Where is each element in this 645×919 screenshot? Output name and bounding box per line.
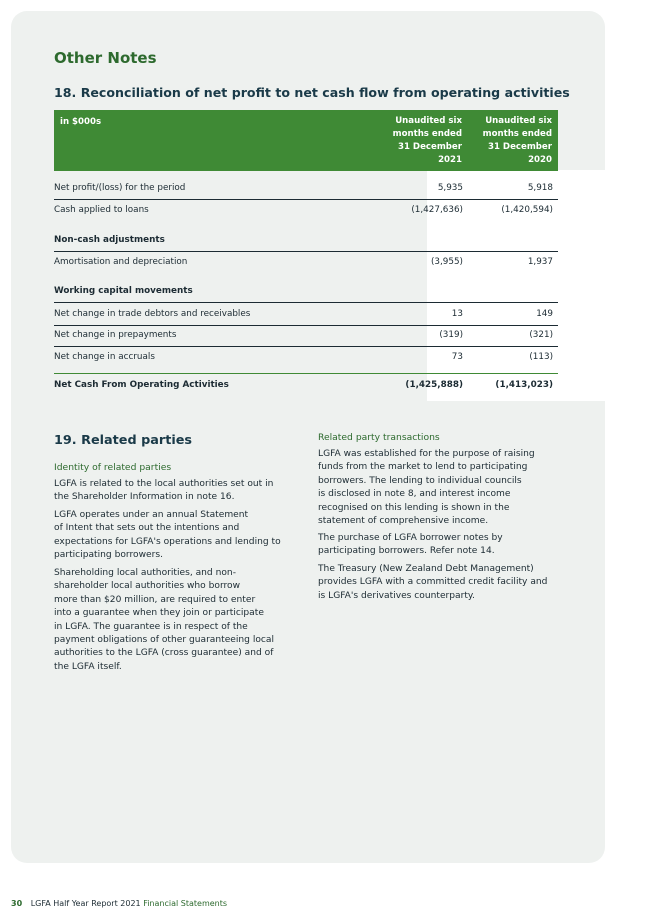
identity-paragraph-3: Shareholding local authorities, and non- shareholder local authorities who borrow more than $20 million, are required to enter into a guarantee when they join or participate in LGFA. The guarantee is in respect of the payment obligations of other guaranteeing local authorities to the LGFA (cross guarantee) and of the LGFA itself.: [54, 568, 275, 672]
row-value-2020: 5,918: [527, 183, 553, 193]
table-row: [54, 177, 558, 200]
transactions-paragraph-3: The Treasury (New Zealand Debt Management) provides LGFA with a committed credit facility and is LGFA's derivatives counterparty.: [318, 564, 548, 601]
page-number: 30: [11, 899, 23, 908]
row-label: Non-cash adjustments: [54, 235, 165, 245]
table-row: [54, 280, 558, 303]
header-2020: Unaudited six months ended 31 December 2020: [482, 116, 552, 165]
transactions-paragraph-1: LGFA was established for the purpose of raising funds from the market to lend to participating borrowers. The lending to individual councils is disclosed in note 8, and interest income recognised on this lending is shown in the statement of comprehensive income.: [318, 449, 535, 527]
section-name: Financial Statements: [143, 899, 228, 908]
row-value-2020: (321): [529, 330, 553, 340]
row-value-2020: 1,937: [527, 257, 553, 267]
row-value-2021: 5,935: [437, 183, 463, 193]
row-value-2021: (3,955): [430, 257, 463, 267]
row-label: Net profit/(loss) for the period: [54, 183, 186, 193]
table-header: [54, 110, 558, 171]
row-label: Net change in prepayments: [54, 330, 177, 340]
identity-paragraph-1: LGFA is related to the local authorities set out in the Shareholder Information in note 16.: [54, 479, 274, 503]
row-value-2020: (1,420,594): [501, 205, 553, 215]
row-value-2021: (1,427,636): [411, 205, 463, 215]
identity-paragraph-2: LGFA operates under an annual Statement of Intent that sets out the intentions and expectations for LGFA's operations and lending to participating borrowers.: [54, 510, 281, 561]
row-value-2021: (319): [439, 330, 463, 340]
total-value-2020: (1,413,023): [495, 380, 553, 390]
table-row: [54, 229, 558, 252]
table-row: [54, 303, 558, 326]
row-label: Amortisation and depreciation: [54, 257, 188, 267]
header-2021: Unaudited six months ended 31 December 2021: [392, 116, 462, 165]
row-value-2021: 13: [451, 309, 463, 319]
row-label: Cash applied to loans: [54, 205, 149, 215]
section-title: Other Notes: [54, 49, 157, 67]
total-row: [54, 373, 558, 396]
table-row: [54, 251, 558, 273]
total-value-2021: (1,425,888): [405, 380, 463, 390]
identity-heading: Identity of related parties: [54, 462, 172, 473]
row-value-2021: 73: [451, 352, 463, 362]
row-label: Net change in accruals: [54, 352, 155, 362]
page-footer: [11, 899, 227, 908]
row-value-2020: (113): [529, 352, 553, 362]
transactions-heading: Related party transactions: [318, 432, 440, 443]
report-name: LGFA Half Year Report 2021: [30, 899, 141, 908]
transactions-paragraph-2: The purchase of LGFA borrower notes by participating borrowers. Refer note 14.: [318, 533, 503, 557]
row-label: Working capital movements: [54, 286, 193, 296]
table-row: [54, 324, 558, 347]
table-row: [54, 199, 558, 221]
table-row: [54, 346, 558, 368]
header-units: in $000s: [60, 117, 102, 127]
note-18-title: 18. Reconciliation of net profit to net cash flow from operating activities: [54, 85, 570, 100]
note-19-title: 19. Related parties: [54, 433, 192, 448]
row-value-2020: 149: [536, 309, 553, 319]
row-label: Net change in trade debtors and receivables: [54, 309, 251, 319]
total-label: Net Cash From Operating Activities: [54, 380, 229, 390]
